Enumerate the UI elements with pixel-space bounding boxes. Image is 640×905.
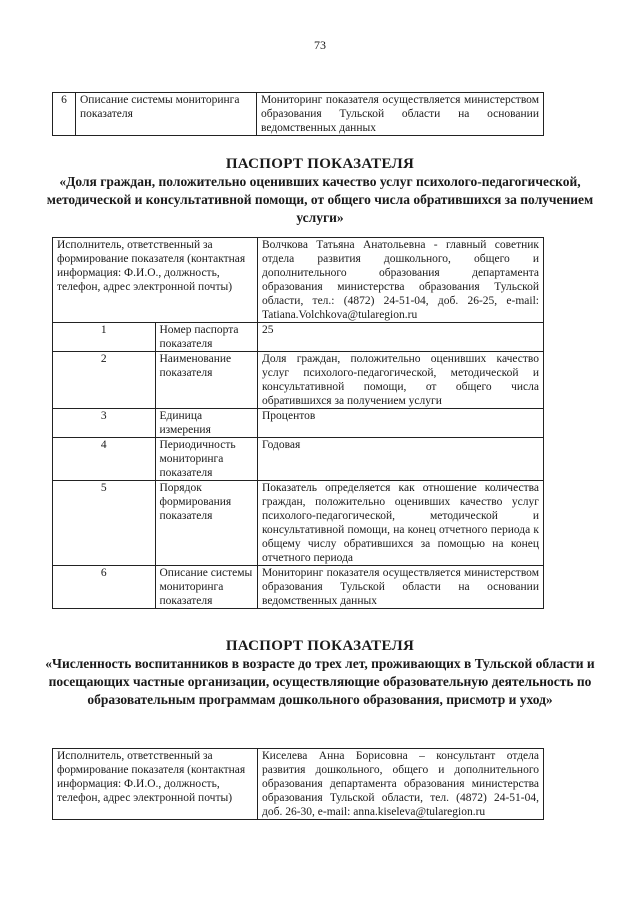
passport1-title: ПАСПОРТ ПОКАЗАТЕЛЯ <box>225 156 415 172</box>
row-label: Порядок формирования показателя <box>155 481 258 566</box>
table-row <box>53 481 544 566</box>
table-row <box>53 352 544 409</box>
row-label: Наименование показателя <box>155 352 258 409</box>
table-row <box>53 93 544 136</box>
row-number: 3 <box>53 409 156 438</box>
row-value: 25 <box>258 323 544 352</box>
row-value: Показатель определяется как отношение количества граждан, положительно оценивших качество услуг психолого-педагогической, методической и консультативной помощи, на конец отчетного периода к общему числу обратившихся за помощью на конец отчетного периода <box>258 481 544 566</box>
passport1-heading <box>40 155 600 227</box>
passport1-table <box>52 237 544 609</box>
page-number: 73 <box>314 38 326 52</box>
row-label: Единица измерения <box>155 409 258 438</box>
top-table <box>52 92 544 136</box>
passport2-subtitle: «Численность воспитанников в возрасте до трех лет, проживающих в Тульской области и посещающих частные организации, осуществляющие образовательную деятельность по образовательным программам дошкольного образования, присмотр и уход» <box>45 656 595 707</box>
table-row <box>53 409 544 438</box>
table-row <box>53 323 544 352</box>
executor-value: Киселева Анна Борисовна – консультант отдела развития дошкольного, общего и дополнительного образования департамента образования министерства образования Тульской области, тел. (4872) 24-51-04, доб. 26-30, e-mail: anna.kiseleva@tularegion.ru <box>258 749 544 820</box>
executor-value: Волчкова Татьяна Анатольевна - главный советник отдела развития дошкольного, общего и дополнительного образования департамента образования министерства образования Тульской области, тел.: (4872) 24-51-04, доб. 26-25, e-mail: Tatiana.Volchkova@tularegion.ru <box>258 238 544 323</box>
executor-label: Исполнитель, ответственный за формирование показателя (контактная информация: Ф.И.О., должность, телефон, адрес электронной почты) <box>53 749 258 820</box>
row-number: 4 <box>53 438 156 481</box>
row-label: Номер паспорта показателя <box>155 323 258 352</box>
row-number: 6 <box>53 93 76 136</box>
row-value: Годовая <box>258 438 544 481</box>
passport1-subtitle: «Доля граждан, положительно оценивших качество услуг психолого-педагогической, методической и консультативной помощи, от общего числа обратившихся за получением услуги» <box>46 174 594 225</box>
row-number: 1 <box>53 323 156 352</box>
row-value: Процентов <box>258 409 544 438</box>
row-label: Описание системы мониторинга показателя <box>155 566 258 609</box>
executor-label: Исполнитель, ответственный за формирование показателя (контактная информация: Ф.И.О., должность, телефон, адрес электронной почты) <box>53 238 258 323</box>
row-number: 6 <box>53 566 156 609</box>
passport2-table <box>52 748 544 820</box>
passport2-title: ПАСПОРТ ПОКАЗАТЕЛЯ <box>225 638 415 654</box>
table-row <box>53 238 544 323</box>
row-number: 5 <box>53 481 156 566</box>
row-value: Доля граждан, положительно оценивших качество услуг психолого-педагогической, методической и консультативной помощи, от общего числа обратившихся за получением услуги <box>258 352 544 409</box>
table-row <box>53 566 544 609</box>
row-value: Мониторинг показателя осуществляется министерством образования Тульской области на основании ведомственных данных <box>258 566 544 609</box>
table-row <box>53 749 544 820</box>
row-number: 2 <box>53 352 156 409</box>
passport2-heading <box>40 637 600 709</box>
row-label: Периодичность мониторинга показателя <box>155 438 258 481</box>
row-label: Описание системы мониторинга показателя <box>76 93 257 136</box>
row-value: Мониторинг показателя осуществляется министерством образования Тульской области на основании ведомственных данных <box>257 93 544 136</box>
table-row <box>53 438 544 481</box>
